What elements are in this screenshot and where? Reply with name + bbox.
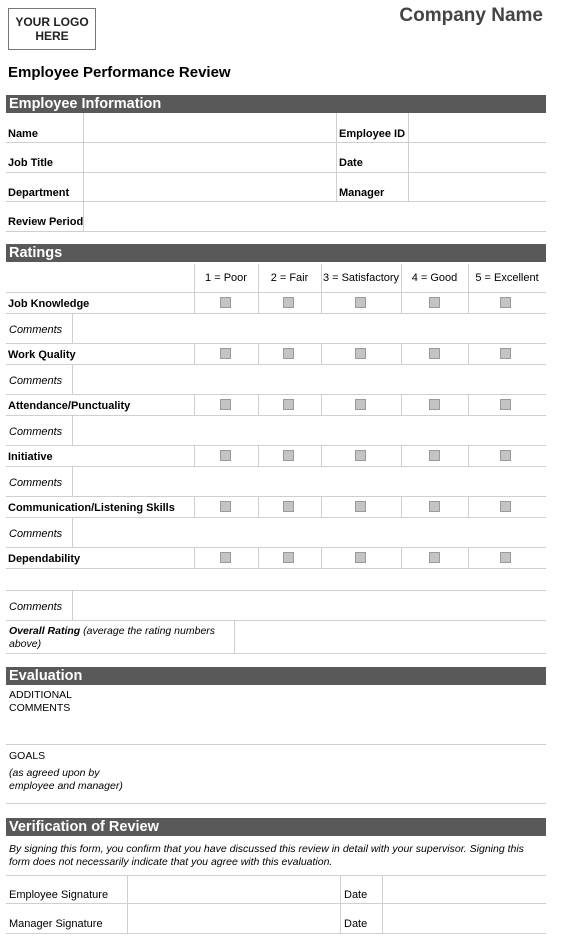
divider <box>321 445 322 466</box>
comments-field[interactable] <box>73 365 546 394</box>
manager-signature-label: Manager Signature <box>9 918 103 930</box>
rating-checkbox[interactable] <box>500 297 511 308</box>
name-label: Name <box>8 128 38 140</box>
divider <box>194 343 195 364</box>
divider <box>6 231 546 232</box>
employee-info-heading: Employee Information <box>6 95 546 113</box>
divider <box>6 803 546 804</box>
divider <box>468 496 469 517</box>
divider <box>401 264 402 292</box>
overall-rating-field[interactable] <box>235 621 546 653</box>
goals-label: GOALS <box>9 750 46 762</box>
manager-signature-date-label: Date <box>344 918 368 930</box>
divider <box>468 394 469 415</box>
department-field[interactable] <box>84 173 336 201</box>
criterion-label: Dependability <box>8 553 81 565</box>
rating-checkbox[interactable] <box>283 450 294 461</box>
rating-checkbox[interactable] <box>500 348 511 359</box>
divider <box>6 568 546 569</box>
divider <box>321 547 322 568</box>
verification-statement: By signing this form, you confirm that you have discussed this review in detail with your supervisor. Signing this form does not necessarily indicate that you agree with this evaluation. <box>9 843 524 868</box>
comments-label: Comments <box>9 477 63 489</box>
employee-signature-field[interactable] <box>128 876 340 903</box>
review-period-label: Review Period <box>8 216 84 228</box>
divider <box>468 445 469 466</box>
evaluation-heading: Evaluation <box>6 667 546 685</box>
logo-text: YOUR LOGO HERE <box>15 15 89 43</box>
rating-checkbox[interactable] <box>429 348 440 359</box>
employee-id-field[interactable] <box>409 114 546 142</box>
rating-checkbox[interactable] <box>429 297 440 308</box>
employee-id-label: Employee ID <box>339 128 406 140</box>
comments-label: Comments <box>9 324 63 336</box>
rating-checkbox[interactable] <box>500 552 511 563</box>
divider <box>6 547 546 548</box>
comments-field[interactable] <box>73 467 546 496</box>
document-title: Employee Performance Review <box>8 64 231 81</box>
goals-note: (as agreed upon by employee and manager) <box>9 767 123 792</box>
employee-signature-date-field[interactable] <box>383 876 546 903</box>
divider <box>340 875 341 933</box>
criterion-label: Attendance/Punctuality <box>8 400 131 412</box>
ratings-heading: Ratings <box>6 244 546 262</box>
divider <box>258 445 259 466</box>
employee-signature-label: Employee Signature <box>9 889 109 901</box>
divider <box>6 590 546 591</box>
comments-label: Comments <box>9 601 63 613</box>
divider <box>258 547 259 568</box>
divider <box>258 343 259 364</box>
scale-header: 4 = Good <box>411 272 458 284</box>
rating-checkbox[interactable] <box>283 399 294 410</box>
overall-rating-title: Overall Rating <box>9 625 81 637</box>
rating-checkbox[interactable] <box>220 348 231 359</box>
comments-field[interactable] <box>73 518 546 547</box>
rating-checkbox[interactable] <box>355 297 366 308</box>
date-label: Date <box>339 157 363 169</box>
rating-checkbox[interactable] <box>429 552 440 563</box>
divider <box>258 264 259 292</box>
department-label: Department <box>8 187 70 199</box>
divider <box>468 292 469 313</box>
name-field[interactable] <box>84 114 336 142</box>
additional-comments-label: ADDITIONAL COMMENTS <box>9 689 72 714</box>
manager-signature-field[interactable] <box>128 904 340 933</box>
rating-checkbox[interactable] <box>283 297 294 308</box>
divider <box>6 933 546 934</box>
divider <box>258 496 259 517</box>
divider <box>321 394 322 415</box>
divider <box>194 394 195 415</box>
divider <box>194 496 195 517</box>
review-period-field[interactable] <box>84 202 546 231</box>
divider <box>6 496 546 497</box>
rating-checkbox[interactable] <box>283 552 294 563</box>
rating-checkbox[interactable] <box>355 501 366 512</box>
criterion-label: Communication/Listening Skills <box>8 502 175 514</box>
manager-signature-date-field[interactable] <box>383 904 546 933</box>
comments-field[interactable] <box>73 314 546 343</box>
divider <box>321 264 322 292</box>
divider <box>401 445 402 466</box>
divider <box>6 343 546 344</box>
divider <box>401 292 402 313</box>
rating-checkbox[interactable] <box>283 501 294 512</box>
company-logo <box>8 8 96 50</box>
scale-header: 1 = Poor <box>205 272 247 284</box>
rating-checkbox[interactable] <box>220 399 231 410</box>
divider <box>321 292 322 313</box>
rating-checkbox[interactable] <box>220 552 231 563</box>
scale-header: 5 = Excellent <box>475 272 539 284</box>
comments-field[interactable] <box>73 416 546 445</box>
scale-header: 3 = Satisfactory <box>322 272 400 284</box>
criterion-label: Work Quality <box>8 349 76 361</box>
employee-signature-date-label: Date <box>344 889 368 901</box>
date-field[interactable] <box>409 143 546 172</box>
comments-label: Comments <box>9 375 63 387</box>
divider <box>194 292 195 313</box>
company-name: Company Name <box>399 5 543 26</box>
rating-checkbox[interactable] <box>355 552 366 563</box>
divider <box>6 445 546 446</box>
goals-field[interactable] <box>6 745 546 803</box>
divider <box>194 264 195 292</box>
criterion-label: Initiative <box>8 451 53 463</box>
rating-checkbox[interactable] <box>429 399 440 410</box>
rating-checkbox[interactable] <box>220 297 231 308</box>
criterion-label: Job Knowledge <box>8 298 90 310</box>
divider <box>468 547 469 568</box>
comments-label: Comments <box>9 528 63 540</box>
divider <box>258 394 259 415</box>
rating-checkbox[interactable] <box>500 501 511 512</box>
scale-header: 2 = Fair <box>270 272 309 284</box>
additional-comments-field[interactable] <box>6 686 546 744</box>
divider <box>6 292 546 293</box>
rating-checkbox[interactable] <box>500 399 511 410</box>
rating-checkbox[interactable] <box>220 501 231 512</box>
divider <box>401 394 402 415</box>
divider <box>336 113 337 202</box>
rating-checkbox[interactable] <box>355 399 366 410</box>
divider <box>468 343 469 364</box>
rating-checkbox[interactable] <box>500 450 511 461</box>
divider <box>401 496 402 517</box>
divider <box>258 292 259 313</box>
rating-checkbox[interactable] <box>355 450 366 461</box>
job-title-label: Job Title <box>8 157 54 169</box>
divider <box>468 264 469 292</box>
verification-heading: Verification of Review <box>6 818 546 836</box>
divider <box>401 343 402 364</box>
divider <box>321 496 322 517</box>
job-title-field[interactable] <box>84 143 336 172</box>
overall-rating-note: (average the rating numbers above) <box>9 625 216 650</box>
manager-field[interactable] <box>409 173 546 201</box>
rating-checkbox[interactable] <box>429 501 440 512</box>
rating-checkbox[interactable] <box>283 348 294 359</box>
divider <box>194 445 195 466</box>
rating-checkbox[interactable] <box>220 450 231 461</box>
rating-checkbox[interactable] <box>355 348 366 359</box>
divider <box>6 653 546 654</box>
divider <box>6 394 546 395</box>
manager-label: Manager <box>339 187 385 199</box>
comments-field[interactable] <box>73 590 546 620</box>
rating-checkbox[interactable] <box>429 450 440 461</box>
divider <box>401 547 402 568</box>
comments-label: Comments <box>9 426 63 438</box>
divider <box>194 547 195 568</box>
overall-rating-label <box>9 625 231 651</box>
divider <box>321 343 322 364</box>
